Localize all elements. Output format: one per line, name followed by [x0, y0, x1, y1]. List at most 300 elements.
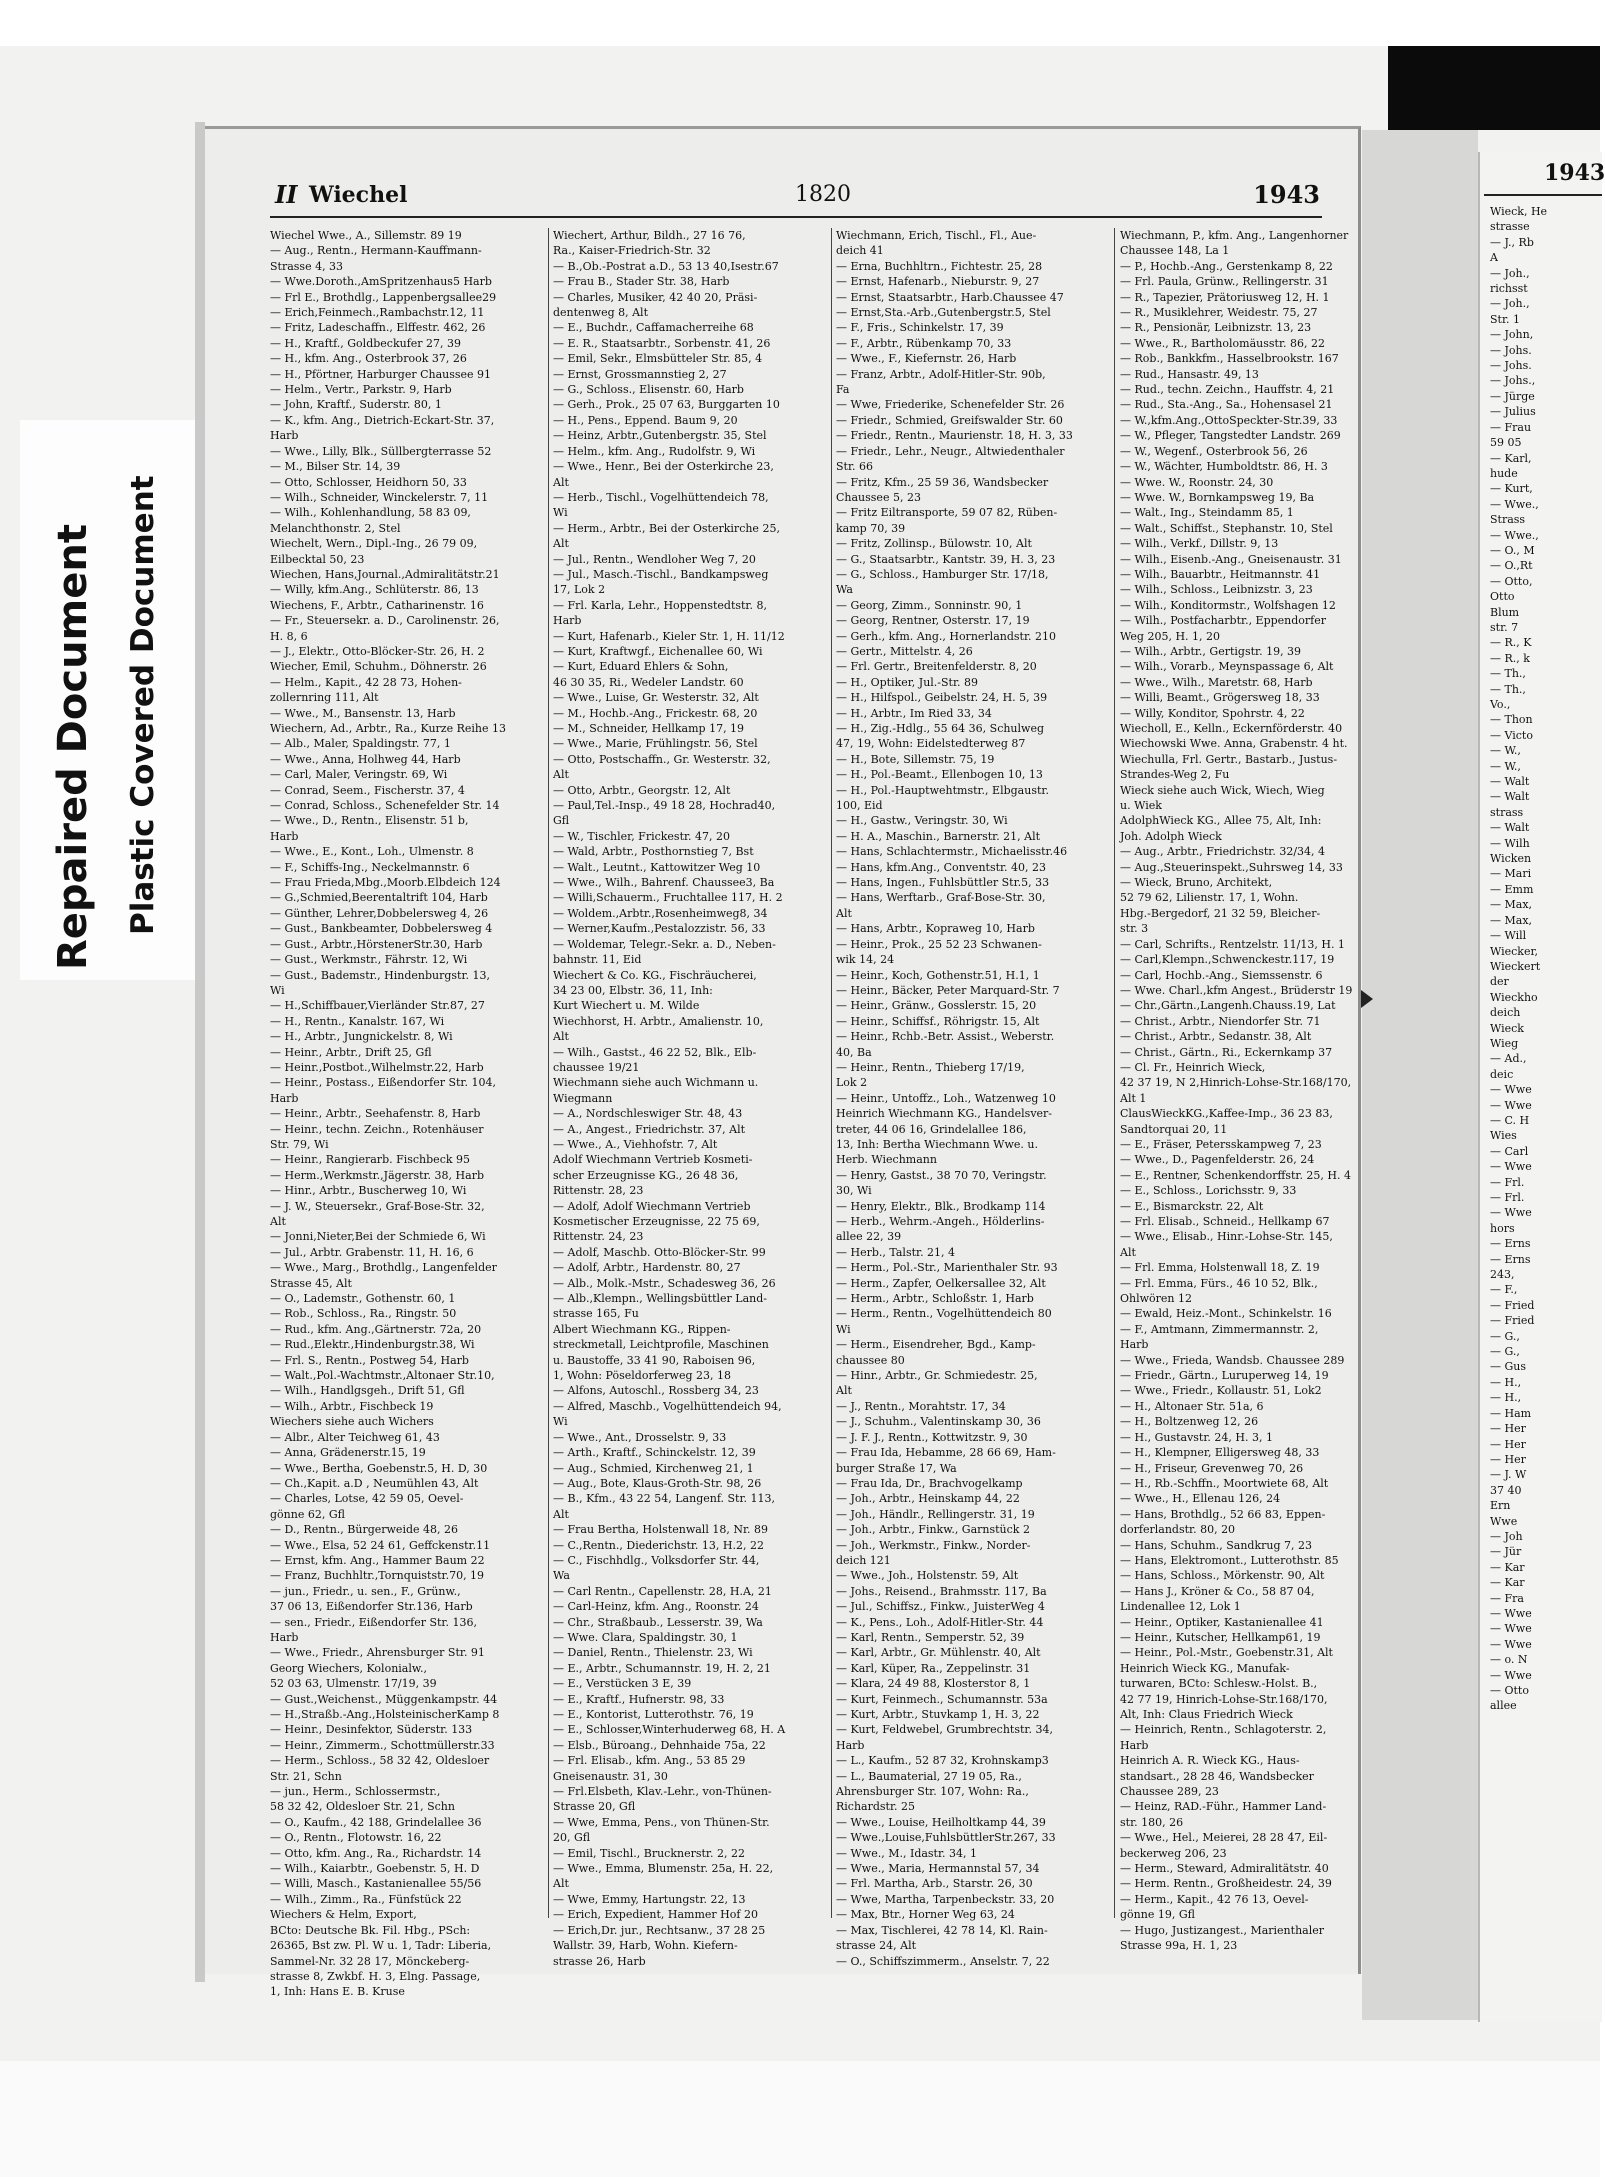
directory-entry-line: Alt [1120, 1245, 1136, 1259]
directory-entry-line: — Ernst, Hafenarb., Nieburstr. 9, 27 [836, 275, 1040, 289]
directory-entry-line: scher Erzeugnisse KG., 26 48 36, [553, 1168, 739, 1182]
directory-entry-line: — R., Musiklehrer, Weidestr. 75, 27 [1120, 306, 1318, 320]
directory-entry-line: dentenweg 8, Alt [553, 306, 648, 320]
directory-entry-line: — Wwe., Lilly, Blk., Süllbergterrasse 52 [270, 444, 492, 458]
directory-entry-line: — Rud., Hansastr. 49, 13 [1120, 367, 1259, 381]
adjacent-entry-line: — Kurt, [1490, 482, 1533, 496]
directory-entry-line: — Heinr., Koch, Gothenstr.51, H.1, 1 [836, 968, 1040, 982]
directory-entry-line: — Frau Bertha, Holstenwall 18, Nr. 89 [553, 1523, 768, 1537]
directory-entry-line: — Kurt, Kraftwgf., Eichenallee 60, Wi [553, 644, 763, 658]
directory-entry-line: — Hinr., Arbtr., Gr. Schmiedestr. 25, [836, 1369, 1038, 1383]
directory-entry-line: — E., Arbtr., Schumannstr. 19, H. 2, 21 [553, 1661, 771, 1675]
directory-entry-line: — Heinr., Pol.-Mstr., Goebenstr.31, Alt [1120, 1646, 1333, 1660]
directory-entry-line: — Karl, Arbtr., Gr. Mühlenstr. 40, Alt [836, 1646, 1041, 1660]
column-divider [831, 228, 832, 1918]
adjacent-entry-line: Wwe [1490, 1514, 1518, 1528]
directory-entry-line: — J., Elektr., Otto-Blöcker-Str. 26, H. 2 [270, 644, 485, 658]
directory-entry-line: — Georg, Zimm., Sonninstr. 90, 1 [836, 598, 1023, 612]
directory-entry-line: — Gust., Arbtr.,HörstenerStr.30, Harb [270, 937, 483, 951]
directory-entry-line: Harb [270, 1091, 299, 1105]
directory-entry-line: — Carl, Hochb.-Ang., Siemssenstr. 6 [1120, 968, 1323, 982]
directory-entry-line: — E., Schloss., Lorichsstr. 9, 33 [1120, 1184, 1297, 1198]
directory-entry-line: 34 23 00, Elbstr. 36, 11, Inh: [553, 983, 713, 997]
directory-entry-line: — Willy, kfm.Ang., Schlüterstr. 86, 13 [270, 583, 479, 597]
adjacent-entry-line: der [1490, 975, 1509, 989]
directory-entry-line: — Wwe, Friederike, Schenefelder Str. 26 [836, 398, 1065, 412]
directory-entry-line: — O., Kaufm., 42 188, Grindelallee 36 [270, 1815, 482, 1829]
directory-entry-line: — Hans, kfm.Ang., Conventstr. 40, 23 [836, 860, 1047, 874]
directory-entry-line: — Herm., Zapfer, Oelkersallee 32, Alt [836, 1276, 1046, 1290]
directory-entry-line: — H., kfm. Ang., Osterbrook 37, 26 [270, 352, 467, 366]
directory-entry-line: — Hinr., Arbtr., Buscherweg 10, Wi [270, 1184, 467, 1198]
adjacent-entry-line: strass [1490, 805, 1524, 819]
directory-entry-line: — Heinr., Kutscher, Hellkamp61, 19 [1120, 1630, 1321, 1644]
adjacent-entry-line: — Her [1490, 1452, 1526, 1466]
directory-entry-line: Alt, Inh: Claus Friedrich Wieck [1120, 1708, 1293, 1721]
directory-entry-line: Harb [1120, 1338, 1149, 1352]
directory-entry-line: — Wilh., Postfacharbtr., Eppendorfer [1120, 614, 1327, 628]
adjacent-entry-line: Wicken [1490, 852, 1532, 866]
directory-entry-line: Wiechelt, Wern., Dipl.-Ing., 26 79 09, [270, 537, 478, 551]
directory-entry-line: — Herm., Eisendreher, Bgd., Kamp- [836, 1338, 1036, 1352]
directory-entry-line: — Wwe.Doroth.,AmSpritzenhaus5 Harb [270, 275, 492, 289]
directory-entry-line: — K., kfm. Ang., Dietrich-Eckart-Str. 37, [270, 413, 495, 427]
directory-entry-line: — Joh., Händlr., Rellingerstr. 31, 19 [836, 1507, 1035, 1521]
directory-entry-line: — Herb., Talstr. 21, 4 [836, 1245, 956, 1259]
directory-entry-line: — Erich,Dr. jur., Rechtsanw., 37 28 25 [553, 1923, 766, 1937]
directory-entry-line: chaussee 80 [836, 1353, 905, 1367]
directory-entry-line: Sammel-Nr. 32 28 17, Mönckeberg- [270, 1954, 470, 1968]
directory-entry-line: Wa [836, 583, 853, 597]
directory-entry-line: Alt [836, 1384, 852, 1398]
directory-entry-line: — Wwe., Frieda, Wandsb. Chaussee 289 [1120, 1353, 1345, 1367]
directory-entry-line: — W., Wächter, Humboldtstr. 86, H. 3 [1120, 460, 1328, 474]
directory-entry-line: — Ernst, Grossmannstieg 2, 27 [553, 367, 727, 381]
adjacent-entry-line: — Joh [1490, 1529, 1523, 1543]
directory-entry-line: — Frl. Paula, Grünw., Rellingerstr. 31 [1120, 275, 1329, 289]
directory-entry-line: — Heinz, RAD.-Führ., Hammer Land- [1120, 1800, 1327, 1814]
directory-entry-line: — Fritz, Zollinsp., Bülowstr. 10, Alt [836, 537, 1032, 551]
directory-entry-line: — Rud., Sta.-Ang., Sa., Hohensasel 21 [1120, 398, 1333, 412]
directory-entry-line: Chaussee 5, 23 [836, 490, 921, 504]
directory-entry-line: — Klara, 24 49 88, Klosterstor 8, 1 [836, 1677, 1031, 1691]
directory-entry-line: Albert Wiechmann KG., Rippen- [553, 1322, 731, 1336]
directory-entry-line: — Wwe., H., Ellenau 126, 24 [1120, 1492, 1281, 1506]
directory-entry-line: — Kurt, Hafenarb., Kieler Str. 1, H. 11/12 [553, 629, 785, 643]
adjacent-entry-line: — Walt [1490, 775, 1530, 789]
directory-entry-line: — Heinr., Optiker, Kastanienallee 41 [1120, 1615, 1324, 1629]
directory-entry-line: — Wwe., R., Bartholomäusstr. 86, 22 [1120, 336, 1325, 350]
directory-entry-line: Wi [270, 983, 285, 997]
directory-entry-line: 20, Gfl [553, 1831, 591, 1845]
running-head: Wiechel [309, 182, 408, 208]
directory-entry-line: — Frl. Elisab., Schneid., Hellkamp 67 [1120, 1215, 1330, 1228]
adjacent-entry-line: — Otto [1490, 1684, 1529, 1697]
directory-entry-line: u. Wiek [1120, 799, 1162, 813]
adjacent-entry-line: Strass [1490, 513, 1526, 527]
directory-entry-line: — Otto, Postschaffn., Gr. Westerstr. 32, [553, 752, 771, 766]
adjacent-entry-line: — Frau [1490, 420, 1532, 434]
directory-entry-line: — Rud., techn. Zeichn., Hauffstr. 4, 21 [1120, 383, 1335, 397]
directory-entry-line: — Heinr., techn. Zeichn., Rotenhäuser [270, 1122, 484, 1136]
directory-entry-line: — Henry, Gastst., 38 70 70, Veringstr. [836, 1168, 1047, 1182]
directory-entry-line: — Herm., Steward, Admiralitätstr. 40 [1120, 1862, 1329, 1876]
directory-entry-line: Wiechers & Helm, Export, [270, 1908, 417, 1922]
directory-entry-line: Fa [836, 383, 850, 397]
directory-entry-line: Harb [270, 829, 299, 843]
column-divider [1114, 228, 1115, 1918]
directory-entry-line: — Jonni,Nieter,Bei der Schmiede 6, Wi [270, 1230, 486, 1244]
adjacent-entry-line: deic [1490, 1067, 1514, 1081]
adjacent-entry-line: richsst [1490, 282, 1528, 296]
directory-entry-line: — Frl. S., Rentn., Postweg 54, Harb [270, 1353, 469, 1367]
adjacent-entry-line: Vo., [1490, 698, 1511, 711]
page-number: 1820 [795, 182, 851, 207]
directory-entry-line: — Heinrich, Rentn., Schlagoterstr. 2, [1120, 1723, 1327, 1737]
year: 1943 [1253, 180, 1320, 209]
directory-entry-line: — Wilh., Kaiarbtr., Goebenstr. 5, H. D [270, 1862, 480, 1876]
directory-entry-line: — Willy, Konditor, Spohrstr. 4, 22 [1120, 706, 1305, 720]
directory-entry-line: strasse 24, Alt [836, 1939, 917, 1953]
page-header [275, 180, 1320, 214]
directory-entry-line: — Frau B., Stader Str. 38, Harb [553, 275, 730, 289]
directory-entry-line: 42 77 19, Hinrich-Lohse-Str.168/170, [1120, 1692, 1328, 1706]
directory-entry-line: — Woldemar, Telegr.-Sekr. a. D., Neben- [553, 937, 776, 951]
adjacent-entry-line: — Wwe [1490, 1206, 1532, 1220]
directory-entry-line: — Frl. Martha, Arb., Starstr. 26, 30 [836, 1877, 1033, 1891]
directory-entry-line: — Wilh., Zimm., Ra., Fünfstück 22 [270, 1892, 462, 1906]
directory-entry-line: — C., Fischhdlg., Volksdorfer Str. 44, [553, 1553, 760, 1567]
directory-entry-line: Str. 21, Schn [270, 1769, 342, 1783]
adjacent-entry-line: — J., Rb [1490, 235, 1534, 249]
directory-entry-line: Kurt Wiechert u. M. Wilde [553, 999, 700, 1013]
bottom-margin [0, 2061, 1600, 2177]
directory-entry-line: — Wilh., Eisenb.-Ang., Gneisenaustr. 31 [1120, 552, 1342, 566]
directory-entry-line: — H., Boltzenweg 12, 26 [1120, 1415, 1259, 1429]
directory-entry-line: — Friedr., Rentn., Maurienstr. 18, H. 3, 33 [836, 429, 1073, 443]
directory-entry-line: — G.,Schmied,Beerentaltrift 104, Harb [270, 891, 488, 905]
directory-entry-line: H. 8, 6 [270, 629, 308, 643]
directory-entry-line: — Christ., Arbtr., Sedanstr. 38, Alt [1120, 1030, 1312, 1044]
directory-entry-line: — H., Rentn., Kanalstr. 167, Wi [270, 1014, 445, 1028]
directory-entry-line: — Herm., Kapit., 42 76 13, Oevel- [1120, 1892, 1309, 1906]
adjacent-header-rule [1484, 194, 1602, 196]
adjacent-entry-line: — Gus [1490, 1360, 1527, 1374]
adjacent-entry-line: Wieck, He [1490, 205, 1548, 218]
adjacent-entry-line: 37 40 [1490, 1483, 1522, 1497]
adjacent-entry-line: — R., K [1490, 636, 1532, 650]
directory-entry-line: — Georg, Rentner, Osterstr. 17, 19 [836, 614, 1030, 628]
directory-entry-line: Wi [553, 1415, 568, 1429]
directory-entry-line: Harb [836, 1738, 865, 1752]
directory-entry-line: — E., Schlosser,Winterhuderweg 68, H. A [553, 1723, 786, 1737]
directory-entry-line: — Heinr., Rchb.-Betr. Assist., Weberstr. [836, 1030, 1055, 1044]
directory-entry-line: Lindenallee 12, Lok 1 [1120, 1600, 1241, 1614]
directory-entry-line: — Herm., Schloss., 58 32 42, Oldesloer [270, 1754, 490, 1768]
directory-entry-line: Chaussee 289, 23 [1120, 1785, 1219, 1799]
adjacent-entry-line: — Walt [1490, 790, 1530, 804]
directory-entry-line: 100, Eid [836, 799, 883, 813]
directory-entry-line: — Walt.,Pol.-Wachtmstr.,Altonaer Str.10, [270, 1369, 495, 1383]
directory-entry-line: Strasse 20, Gfl [553, 1800, 636, 1814]
directory-entry-line: — H., Altonaer Str. 51a, 6 [1120, 1399, 1264, 1413]
directory-entry-line: — H., Bote, Sillemstr. 75, 19 [836, 752, 995, 766]
directory-entry-line: — Karl, Rentn., Semperstr. 52, 39 [836, 1630, 1025, 1644]
directory-entry-line: treter, 44 06 16, Grindelallee 186, [836, 1122, 1027, 1136]
directory-entry-line: — Hugo, Justizangest., Marienthaler [1120, 1923, 1324, 1937]
directory-entry-line: — Jul., Arbtr. Grabenstr. 11, H. 16, 6 [270, 1245, 474, 1259]
adjacent-entry-line: — Ham [1490, 1406, 1532, 1420]
directory-entry-line: — Hans, Schlachtermstr., Michaelisstr.46 [836, 845, 1068, 859]
directory-entry-line: — O., Rentn., Flotowstr. 16, 22 [270, 1831, 442, 1845]
directory-entry-line: — Alfred, Maschb., Vogelhüttendeich 94, [553, 1399, 782, 1413]
directory-entry-line: — Heinr., Zimmerm., Schottmüllerstr.33 [270, 1738, 495, 1752]
column-divider [548, 228, 549, 1918]
directory-entry-line: — Heinr., Postass., Eißendorfer Str. 104, [270, 1076, 496, 1090]
directory-entry-line: — Gust., Werkmstr., Fährstr. 12, Wi [270, 953, 468, 967]
directory-entry-line: — Herm., Arbtr., Bei der Osterkirche 25, [553, 521, 780, 535]
adjacent-entry-line: — R., k [1490, 651, 1530, 665]
directory-entry-line: — Anna, Grädenerstr.15, 19 [270, 1446, 426, 1460]
header-rule [270, 216, 1322, 218]
directory-entry-line: — W., Wegenf., Osterbrook 56, 26 [1120, 444, 1308, 458]
adjacent-entry-line: — O.,Rt [1490, 559, 1533, 573]
adjacent-entry-line: — Frl. [1490, 1175, 1525, 1189]
directory-entry-line: — H.,Schiffbauer,Vierländer Str.87, 27 [270, 999, 485, 1013]
directory-entry-line: — E., Kraftf., Hufnerstr. 98, 33 [553, 1692, 725, 1706]
directory-entry-line: — Gust., Bankbeamter, Dobbelersweg 4 [270, 922, 493, 936]
directory-entry-line: — Rob., Schloss., Ra., Ringstr. 50 [270, 1307, 457, 1321]
directory-entry-line: — A., Angest., Friedrichstr. 37, Alt [553, 1122, 746, 1136]
directory-entry-line: — E., Buchdr., Caffamacherreihe 68 [553, 321, 754, 335]
directory-entry-line: — Wilh., Verkf., Dillstr. 9, 13 [1120, 537, 1279, 551]
adjacent-entry-line: — Otto, [1490, 574, 1533, 588]
scan-edge-corner [1388, 46, 1600, 130]
directory-entry-line: — Carl-Heinz, kfm. Ang., Roonstr. 24 [553, 1600, 759, 1614]
directory-entry-line: — E., Bismarckstr. 22, Alt [1120, 1199, 1264, 1213]
directory-entry-line: Lok 2 [836, 1076, 868, 1090]
adjacent-entry-line: hude [1490, 466, 1518, 480]
directory-entry-line: — Wwe. W., Bornkampsweg 19, Ba [1120, 490, 1315, 504]
directory-entry-line: — Herm., Rentn., Vogelhüttendeich 80 [836, 1307, 1052, 1321]
directory-entry-line: — H.,Straßb.-Ang.,HolsteinischerKamp 8 [270, 1708, 500, 1721]
directory-entry-line: Eilbecktal 50, 23 [270, 552, 365, 566]
directory-entry-line: Georg Wiechers, Kolonialw., [270, 1661, 427, 1675]
directory-entry-line: Wiechert, Arthur, Bildh., 27 16 76, [553, 229, 746, 242]
directory-entry-line: — Willi, Masch., Kastanienallee 55/56 [270, 1877, 482, 1891]
directory-entry-line: — Wwe., D., Pagenfelderstr. 26, 24 [1120, 1153, 1315, 1167]
adjacent-entry-line: — Joh., [1490, 297, 1530, 311]
directory-entry-line: — Jul., Masch.-Tischl., Bandkampsweg [553, 567, 769, 581]
directory-entry-line: — H., Optiker, Jul.-Str. 89 [836, 675, 979, 689]
adjacent-entry-line: — Wwe [1490, 1637, 1532, 1651]
directory-entry-line: — Wilh., Kohlenhandlung, 58 83 09, [270, 506, 471, 520]
directory-entry-line: — Heinr., Arbtr., Drift 25, Gfl [270, 1045, 432, 1059]
directory-entry-line: — Walt., Leutnt., Kattowitzer Weg 10 [553, 860, 761, 874]
directory-entry-line: Ra., Kaiser-Friedrich-Str. 32 [553, 244, 711, 258]
directory-entry-line: — Wwe., Friedr., Kollaustr. 51, Lok2 [1120, 1384, 1322, 1398]
adjacent-entry-line: Ern [1490, 1499, 1511, 1513]
directory-entry-line: — Frl. Emma, Fürs., 46 10 52, Blk., [1120, 1276, 1318, 1290]
directory-entry-line: Kosmetischer Erzeugnisse, 22 75 69, [553, 1215, 760, 1228]
directory-entry-line: — Helm., Kapit., 42 28 73, Hohen- [270, 675, 462, 689]
adjacent-entry-line: allee [1490, 1699, 1517, 1713]
directory-entry-line: Harb [270, 429, 299, 443]
directory-entry-line: Wi [836, 1322, 851, 1336]
directory-entry-line: — Heinr., Untoffz., Loh., Watzenweg 10 [836, 1091, 1056, 1105]
directory-entry-line: — Elsb., Büroang., Dehnhaide 75a, 22 [553, 1738, 766, 1752]
directory-entry-line: — Wilh., Handlgsgeh., Drift 51, Gfl [270, 1384, 465, 1398]
directory-entry-line: — Wilh., Schloss., Leibnizstr. 3, 23 [1120, 583, 1313, 597]
directory-entry-line: — Friedr., Schmied, Greifswalder Str. 60 [836, 413, 1063, 427]
adjacent-entry-line: Wieck [1490, 1021, 1524, 1035]
directory-entry-line: — H., Arbtr., Jungnickelstr. 8, Wi [270, 1030, 453, 1044]
directory-entry-line: — Wald, Arbtr., Posthornstieg 7, Bst [553, 845, 754, 859]
adjacent-entry-line: — Erns [1490, 1252, 1531, 1266]
directory-entry-line: 52 03 63, Ulmenstr. 17/19, 39 [270, 1677, 437, 1691]
adjacent-entry-line: — H., [1490, 1375, 1522, 1389]
directory-entry-line: — Emil, Sekr., Elmsbütteler Str. 85, 4 [553, 352, 763, 366]
directory-entry-line: — Heinr., Gränw., Gosslerstr. 15, 20 [836, 999, 1037, 1013]
adjacent-entry-line: — Her [1490, 1422, 1526, 1436]
adjacent-page-year: 1943 [1544, 160, 1605, 186]
directory-entry-line: — John, Kraftf., Suderstr. 80, 1 [270, 398, 442, 412]
adjacent-entry-line: — Wwe [1490, 1098, 1532, 1112]
directory-entry-line: — Wilh., Gastst., 46 22 52, Blk., Elb- [553, 1045, 757, 1059]
directory-entry-line: — Hans, Brothdlg., 52 66 83, Eppen- [1120, 1507, 1326, 1521]
directory-entry-line: Alt 1 [1120, 1091, 1147, 1105]
directory-entry-line: Rittenstr. 24, 23 [553, 1230, 644, 1244]
directory-entry-line: Adolf Wiechmann Vertrieb Kosmeti- [553, 1153, 753, 1167]
directory-entry-line: — Erich,Feinmech.,Rambachstr.12, 11 [270, 306, 485, 320]
directory-entry-line: — Günther, Lehrer,Dobbelersweg 4, 26 [270, 906, 489, 920]
directory-entry-line: Strasse 99a, H. 1, 23 [1120, 1939, 1238, 1953]
directory-entry-line: — E., Rentner, Schenkendorffstr. 25, H. 4 [1120, 1168, 1352, 1182]
directory-entry-line: — W., Pfleger, Tangstedter Landstr. 269 [1120, 429, 1341, 443]
directory-entry-line: gönne 19, Gfl [1120, 1908, 1195, 1922]
directory-entry-line: standsart., 28 28 46, Wandsbecker [1120, 1769, 1314, 1783]
directory-entry-line: — Cl. Fr., Heinrich Wieck, [1120, 1060, 1266, 1074]
adjacent-entry-line: — Walt [1490, 821, 1530, 835]
adjacent-entry-line: — Mari [1490, 867, 1532, 881]
directory-entry-line: — Rud., kfm. Ang.,Gärtnerstr. 72a, 20 [270, 1322, 482, 1336]
directory-entry-line: Alt [553, 1030, 569, 1044]
adjacent-entry-line: Otto [1490, 590, 1515, 604]
directory-entry-line: — Conrad, Seem., Fischerstr. 37, 4 [270, 783, 465, 797]
directory-entry-line: — Heinr., Bäcker, Peter Marquard-Str. 7 [836, 983, 1060, 997]
directory-entry-line: — H., Pens., Eppend. Baum 9, 20 [553, 413, 738, 427]
adjacent-column [1490, 204, 1602, 1714]
directory-entry-line: — Heinr., Prok., 25 52 23 Schwanen- [836, 937, 1042, 951]
directory-entry-line: 42 37 19, N 2,Hinrich-Lohse-Str.168/170, [1120, 1076, 1352, 1090]
adjacent-entry-line: — Max, [1490, 913, 1533, 927]
directory-entry-line: — Hans, Schuhm., Sandkrug 7, 23 [1120, 1538, 1312, 1552]
directory-entry-line: 26365, Bst zw. Pl. W u. 1, Tadr: Liberia, [270, 1939, 492, 1953]
directory-entry-line: — Wwe., E., Kont., Loh., Ulmenstr. 8 [270, 845, 474, 859]
directory-entry-line: — Aug., Rentn., Hermann-Kauffmann- [270, 244, 482, 258]
directory-entry-line: strasse 26, Harb [553, 1954, 646, 1968]
directory-entry-line: — J., Rentn., Morahtstr. 17, 34 [836, 1399, 1006, 1413]
directory-entry-line: — F., Schiffs-Ing., Neckelmannstr. 6 [270, 860, 470, 874]
directory-entry-line: — Ewald, Heiz.-Mont., Schinkelstr. 16 [1120, 1307, 1332, 1321]
directory-entry-line: — Wwe., Wilh., Bahrenf. Chaussee3, Ba [553, 876, 775, 890]
directory-entry-line: — Wwe., Ant., Drosselstr. 9, 33 [553, 1430, 727, 1444]
directory-entry-line: 37 06 13, Eißendorfer Str.136, Harb [270, 1600, 473, 1614]
directory-entry-line: — Johs., Reisend., Brahmsstr. 117, Ba [836, 1584, 1047, 1598]
directory-entry-line: — D., Rentn., Bürgerweide 48, 26 [270, 1523, 458, 1537]
directory-entry-line: BCto: Deutsche Bk. Fil. Hbg., PSch: [270, 1923, 471, 1937]
directory-entry-line: — Wwe., Luise, Gr. Westerstr. 32, Alt [553, 691, 759, 705]
directory-entry-line: Strandes-Weg 2, Fu [1120, 768, 1230, 782]
directory-entry-line: — H., Kraftf., Goldbeckufer 27, 39 [270, 336, 462, 350]
directory-entry-line: Gfl [553, 814, 570, 828]
directory-entry-line: Wiegmann [553, 1091, 613, 1105]
directory-entry-line: — Wwe., Hel., Meierei, 28 28 47, Eil- [1120, 1831, 1328, 1845]
directory-entry-line: Wiechert & Co. KG., Fischräucherei, [553, 968, 757, 982]
directory-entry-line: — Otto, kfm. Ang., Ra., Richardstr. 14 [270, 1846, 482, 1860]
adjacent-entry-line: — Jürge [1490, 389, 1535, 403]
directory-entry-line: — Woldem.,Arbtr.,Rosenheimweg8, 34 [553, 906, 768, 920]
directory-entry-line: — H., Arbtr., Im Ried 33, 34 [836, 706, 992, 720]
directory-entry-line: 40, Ba [836, 1045, 872, 1059]
directory-entry-line: Wallstr. 39, Harb, Wohn. Kiefern- [553, 1939, 738, 1953]
directory-entry-line: — Wwe., F., Kiefernstr. 26, Harb [836, 352, 1017, 366]
directory-entry-line: — Otto, Schlosser, Heidhorn 50, 33 [270, 475, 467, 489]
directory-entry-line: Alt [553, 768, 569, 782]
directory-entry-line: — Wwe.,Louise,FuhlsbüttlerStr.267, 33 [836, 1831, 1056, 1845]
directory-entry-line: Wiechowski Wwe. Anna, Grabenstr. 4 ht. [1120, 737, 1348, 751]
adjacent-entry-line: — O., M [1490, 543, 1535, 557]
directory-entry-line: Heinrich A. R. Wieck KG., Haus- [1120, 1754, 1300, 1768]
directory-entry-line: — Frau Ida, Dr., Brachvogelkamp [836, 1476, 1023, 1490]
adjacent-entry-line: — Th., [1490, 667, 1526, 681]
directory-entry-line: — Wilh., Schneider, Winckelerstr. 7, 11 [270, 490, 489, 504]
directory-entry-line: — Kurt, Feldwebel, Grumbrechtstr. 34, [836, 1723, 1053, 1737]
directory-column-4 [1120, 228, 1392, 1953]
directory-entry-line: — Heinr., Rangierarb. Fischbeck 95 [270, 1153, 471, 1167]
adjacent-entry-line: — Max, [1490, 898, 1533, 912]
adjacent-entry-line: Str. 1 [1490, 312, 1520, 326]
directory-entry-line: Wiechulla, Frl. Gertr., Bastarb., Justus- [1120, 752, 1338, 766]
directory-entry-line: — Wwe. Clara, Spaldingstr. 30, 1 [553, 1630, 738, 1644]
directory-entry-line: Wi [553, 506, 568, 520]
directory-entry-line: deich 41 [836, 244, 884, 258]
adjacent-entry-line: — Wilh [1490, 836, 1530, 850]
directory-entry-line: — Heinr., Rentn., Thieberg 17/19, [836, 1060, 1025, 1074]
directory-entry-line: — Albr., Alter Teichweg 61, 43 [270, 1430, 440, 1444]
adjacent-entry-line: — Wwe., [1490, 528, 1539, 542]
directory-entry-line: — Helm., kfm. Ang., Rudolfstr. 9, Wi [553, 444, 756, 458]
directory-entry-line: — H., Klempner, Elligersweg 48, 33 [1120, 1446, 1320, 1460]
directory-entry-line: Wiechern, Ad., Arbtr., Ra., Kurze Reihe 13 [270, 722, 507, 735]
adjacent-entry-line: strasse [1490, 220, 1530, 234]
directory-entry-line: Joh. Adolph Wieck [1120, 829, 1222, 843]
plastic-covered-label: Plastic Covered Document [125, 475, 161, 935]
directory-entry-line: — Wwe., Marg., Brothdlg., Langenfelder [270, 1261, 497, 1275]
directory-entry-line: 46 30 35, Ri., Wedeler Landstr. 60 [553, 675, 744, 689]
directory-entry-line: — Adolf, Maschb. Otto-Blöcker-Str. 99 [553, 1245, 766, 1259]
directory-entry-line: Heinrich Wieck KG., Manufak- [1120, 1661, 1290, 1675]
directory-entry-line: — Frl.Elsbeth, Klav.-Lehr., von-Thünen- [553, 1785, 772, 1799]
volume-number: II [275, 180, 298, 209]
directory-entry-line: — Frau Ida, Hebamme, 28 66 69, Ham- [836, 1446, 1056, 1460]
directory-entry-line: — Ernst,Sta.-Arb.,Gutenbergstr.5, Stel [836, 306, 1051, 320]
directory-entry-line: — Henry, Elektr., Blk., Brodkamp 114 [836, 1199, 1046, 1213]
directory-entry-line: 1, Wohn: Pöseldorferweg 23, 18 [553, 1369, 732, 1383]
adjacent-entry-line: — Frl. [1490, 1191, 1525, 1204]
directory-entry-line: — Frl. Elisab., kfm. Ang., 53 85 29 [553, 1754, 746, 1768]
directory-entry-line: — H., Pol.-Beamt., Ellenbogen 10, 13 [836, 768, 1043, 782]
